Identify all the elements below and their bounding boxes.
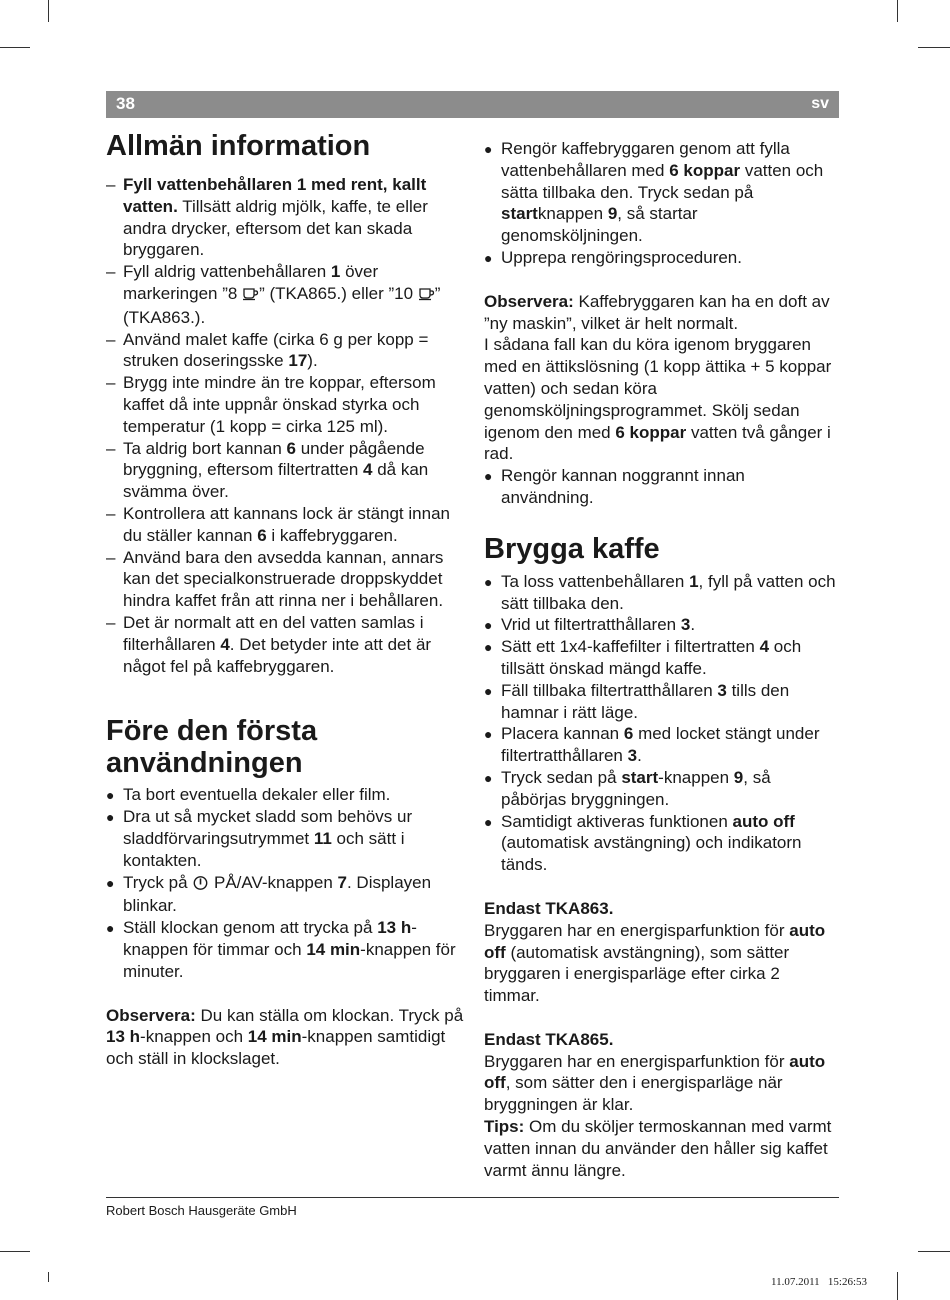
- crop-mark: [0, 47, 30, 48]
- tka863-text: [484, 920, 840, 1007]
- bullet-marker: ●: [484, 726, 493, 743]
- text-run: i kaffebryggaren.: [266, 525, 398, 545]
- list-item: [106, 917, 466, 982]
- text-run: Ställ klockan genom att trycka på: [123, 918, 378, 938]
- text-run: -knappen för minuter.: [123, 939, 456, 981]
- print-timestamp: 11.07.2011 15:26:53: [771, 1276, 868, 1288]
- bold-text: 6: [286, 438, 296, 458]
- list-item: [484, 247, 840, 269]
- jug-cleaning-list: [484, 465, 840, 509]
- text-run: , så startar genomsköljningen.: [501, 204, 698, 246]
- dash-marker: –: [106, 175, 116, 194]
- bold-text: start: [621, 767, 659, 787]
- text-run: Kontrollera att kannans lock är stängt innan du ställer kannan: [123, 503, 450, 545]
- tka865-heading: Endast TKA865.: [484, 1029, 614, 1049]
- bold-text: Tips:: [484, 1117, 525, 1137]
- text-run: -knappen för timmar och: [123, 918, 417, 959]
- text-run: Det är normalt att en del vatten samlas i filterhållaren: [123, 612, 424, 654]
- text-run: Tillsätt aldrig mjölk, kaffe, te eller andra drycker, eftersom det kan skada bryggaren.: [123, 196, 428, 260]
- footer-divider: [106, 1197, 839, 1198]
- list-item: [106, 503, 466, 547]
- text-run: Ta aldrig bort kannan: [123, 438, 287, 458]
- bullet-marker: ●: [484, 249, 493, 266]
- text-run: ” (TKA863.).: [123, 283, 441, 327]
- text-run: ).: [307, 351, 318, 371]
- bold-text: 14 min: [247, 1027, 302, 1047]
- dash-marker: –: [106, 612, 116, 632]
- bold-text: 4: [759, 637, 770, 657]
- text-run: -knappen samtidigt och ställ in klockslaget.: [106, 1027, 446, 1069]
- bold-text: 13 h: [377, 918, 412, 938]
- text-run: Använd bara den avsedda kannan, annars kan det specialkonstruerade droppskyddet hindra kaffet från att rinna ner i behållaren.: [123, 547, 444, 611]
- right-column: [484, 130, 840, 1181]
- section-heading-general-info: Allmän information: [106, 130, 371, 162]
- bold-text: 3: [717, 680, 727, 700]
- text-run: med locket stängt under filtertratthållaren: [501, 724, 820, 766]
- text-run: Fäll tillbaka filtertratthållaren: [501, 680, 718, 700]
- first-use-list: [106, 784, 466, 982]
- text-run: Fyll aldrig vattenbehållaren: [123, 262, 331, 282]
- bold-text: 13 h: [106, 1027, 141, 1047]
- bullet-marker: ●: [484, 468, 493, 485]
- text-run: , så påbörjas bryggningen.: [501, 767, 771, 809]
- bold-text: 6 koppar: [669, 160, 741, 180]
- text-run: . Det betyder inte att det är något fel på kaffebryggaren.: [123, 634, 432, 676]
- text-run: , som sätter den i energisparläge när bryggningen är klar.: [484, 1073, 783, 1115]
- bullet-marker: ●: [484, 769, 493, 786]
- text-run: Tryck på: [123, 872, 193, 892]
- brew-steps-list: [484, 571, 840, 876]
- text-run: Tryck sedan på: [501, 767, 622, 787]
- text-run: Placera kannan: [501, 724, 624, 744]
- bold-text: 3: [680, 615, 691, 635]
- text-run: Du kan ställa om klockan. Tryck på: [195, 1005, 464, 1025]
- text-run: -knappen och: [140, 1027, 248, 1047]
- crop-mark: [918, 47, 950, 48]
- bold-text: 6: [257, 525, 267, 545]
- cup-icon: [242, 285, 259, 307]
- bullet-marker: ●: [484, 617, 493, 634]
- text-run: ” (TKA865.) eller ”10: [259, 283, 418, 303]
- bold-text: 7: [337, 872, 347, 892]
- bold-text: 17: [288, 351, 308, 371]
- text-run: knappen: [537, 204, 608, 224]
- text-run: över markeringen ”8: [123, 262, 379, 303]
- text-run: och sätt i kontakten.: [123, 828, 405, 870]
- bold-text: 11: [313, 828, 332, 848]
- list-item: [484, 811, 840, 876]
- bold-text: 9: [733, 767, 744, 787]
- text-run: (automatisk avstängning) och indikatorn tänds.: [501, 833, 802, 875]
- bullet-marker: ●: [484, 813, 493, 830]
- crop-mark: [897, 0, 898, 22]
- dash-marker: –: [106, 438, 116, 458]
- text-run: -knappen: [658, 767, 734, 787]
- text-run: Kaffebryggaren kan ha en doft av ”ny maskin”, vilket är helt normalt.: [484, 291, 830, 333]
- cup-icon: [418, 285, 435, 307]
- list-item: [484, 614, 840, 636]
- bold-text: auto off: [484, 920, 826, 962]
- bold-text: 6 koppar: [615, 422, 687, 442]
- crop-mark: [0, 1251, 30, 1252]
- vinegar-note: [484, 334, 840, 465]
- text-run: Vrid ut filtertratthållaren: [501, 615, 681, 635]
- text-run: I sådana fall kan du köra igenom bryggaren med en ättikslösning (1 kopp ättika + 5 koppar vatten) och sedan köra genomsköljningsprogrammet. Skölj sedan igenom den med: [484, 335, 832, 442]
- crop-mark: [897, 1272, 898, 1300]
- text-run: , fyll på vatten och sätt tillbaka den.: [501, 571, 836, 613]
- text-run: Rengör kannan noggrannt innan användning.: [501, 466, 745, 507]
- text-run: Brygg inte mindre än tre koppar, eftersom kaffet då inte uppnår önskad styrka och temperatur (1 kopp = cirka 125 ml).: [123, 373, 436, 436]
- bold-text: Observera:: [106, 1005, 196, 1025]
- list-item: [106, 329, 466, 373]
- list-item: [484, 723, 840, 767]
- list-item: [484, 680, 840, 724]
- bullet-marker: ●: [484, 639, 493, 656]
- bold-text: 1: [330, 262, 341, 282]
- text-run: då kan svämma över.: [123, 460, 429, 502]
- dash-marker: –: [106, 329, 116, 349]
- new-machine-note: [484, 291, 840, 335]
- list-item: [106, 612, 466, 677]
- list-item: [106, 438, 466, 503]
- heading-line: användningen: [106, 747, 303, 780]
- text-run: Rengör kaffebryggaren genom att fylla vattenbehållaren med: [501, 139, 790, 180]
- list-item: [106, 806, 466, 871]
- bullet-marker: ●: [484, 141, 493, 157]
- dash-marker: –: [106, 547, 116, 567]
- tka863-heading: Endast TKA863.: [484, 898, 614, 918]
- list-item: [106, 784, 466, 806]
- text-run: Bryggaren har en energisparfunktion för: [484, 920, 790, 940]
- footer-company: Robert Bosch Hausgeräte GmbH: [106, 1203, 297, 1218]
- text-run: . Displayen blinkar.: [123, 872, 432, 916]
- list-item: [484, 571, 840, 615]
- list-item: [106, 174, 466, 261]
- text-run: (automatisk avstängning), som sätter bryggaren i energisparläge efter cirka 2 timmar.: [484, 942, 790, 1006]
- text-run: PÅ/AV-knappen: [209, 872, 338, 892]
- list-item: [106, 872, 466, 918]
- list-item: [484, 636, 840, 680]
- list-item: [106, 372, 466, 437]
- section-heading-first-use: [106, 715, 466, 779]
- dash-marker: –: [106, 503, 116, 523]
- dash-marker: –: [106, 262, 116, 282]
- crop-mark: [48, 1272, 49, 1282]
- text-run: Ta bort eventuella dekaler eller film.: [123, 785, 391, 805]
- text-run: Samtidigt aktiveras funktionen: [501, 811, 733, 831]
- bold-text: Fyll vattenbehållaren 1 med rent, kallt vatten.: [123, 175, 427, 216]
- page-number: 38: [116, 94, 135, 113]
- bold-text: 14 min: [306, 939, 361, 959]
- bullet-marker: ●: [106, 920, 115, 937]
- bullet-marker: ●: [106, 809, 115, 826]
- text-run: under pågående bryggning, eftersom filtertratten: [123, 438, 425, 480]
- list-item: [106, 261, 466, 328]
- bold-text: 1: [689, 571, 699, 591]
- list-item: [484, 767, 840, 811]
- bold-text: 9: [607, 204, 618, 224]
- list-item: [106, 547, 466, 612]
- cleaning-list: [484, 138, 840, 269]
- tips-text: [484, 1116, 840, 1181]
- crop-mark: [48, 0, 49, 22]
- text-run: Använd malet kaffe (cirka 6 g per kopp = struken doseringsske: [123, 329, 429, 371]
- text-run: Om du sköljer termoskannan med varmt vatten innan du använder den håller sig kaffet varmt ännu längre.: [484, 1117, 832, 1180]
- heading-line: Före den första: [106, 715, 318, 748]
- list-item: [484, 465, 840, 509]
- text-run: vatten och sätta tillbaka den. Tryck sedan på: [501, 160, 824, 202]
- bold-text: 3: [627, 746, 638, 766]
- tka865-text: [484, 1051, 840, 1116]
- text-run: Bryggaren har en energisparfunktion för: [484, 1051, 790, 1071]
- bold-text: 4: [220, 634, 230, 654]
- text-run: och tillsätt önskad mängd kaffe.: [501, 637, 802, 678]
- text-run: .: [637, 746, 642, 766]
- bullet-marker: ●: [106, 874, 115, 891]
- bold-text: auto off: [732, 811, 795, 831]
- bullet-marker: ●: [106, 787, 115, 804]
- power-icon: [192, 874, 209, 896]
- section-heading-brew-coffee: Brygga kaffe: [484, 532, 660, 565]
- text-run: tills den hamnar i rätt läge.: [501, 680, 790, 722]
- bullet-marker: ●: [484, 682, 493, 699]
- text-run: vatten två gånger i rad.: [484, 422, 831, 464]
- crop-mark: [918, 1251, 950, 1252]
- list-item: [484, 138, 840, 247]
- text-run: Sätt ett 1x4-kaffefilter i filtertratten: [501, 637, 760, 657]
- text-run: Upprepa rengöringsproceduren.: [501, 247, 742, 267]
- bullet-marker: ●: [484, 573, 493, 590]
- text-run: .: [690, 615, 696, 635]
- bold-text: 4: [363, 460, 373, 480]
- clock-note: [106, 1005, 466, 1070]
- text-run: Dra ut så mycket sladd som behövs ur sladdförvaringsutrymmet: [123, 807, 413, 848]
- page-header-bar: [106, 91, 839, 118]
- bold-text: auto off: [484, 1051, 826, 1093]
- language-code: sv: [811, 95, 829, 112]
- bold-text: Observera:: [484, 291, 574, 311]
- general-info-list: [106, 174, 466, 677]
- left-column: [106, 130, 466, 1070]
- bold-text: start: [501, 204, 538, 224]
- text-run: Ta loss vattenbehållaren: [501, 571, 690, 591]
- dash-marker: –: [106, 373, 116, 393]
- bold-text: 6: [623, 724, 634, 744]
